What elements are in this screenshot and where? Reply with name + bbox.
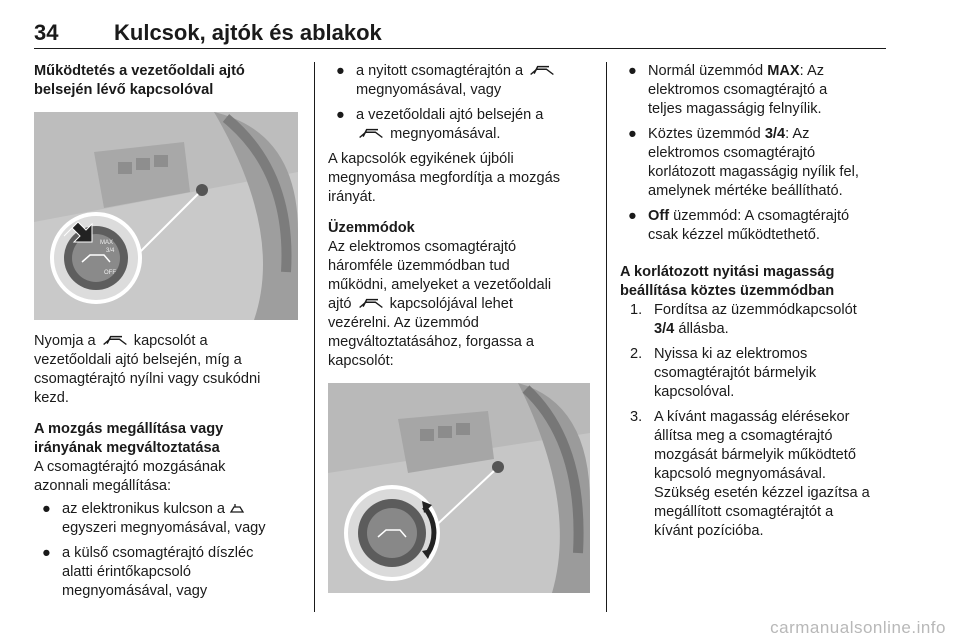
- switch-label-mid: 3/4: [106, 248, 115, 254]
- page-number: 34: [34, 20, 59, 45]
- switch-label-off: OFF: [104, 270, 116, 276]
- paragraph-operation: Nyomja a kapcsolót a vezetőoldali ajtó belsején, míg a csomagtérajtó nyílni vagy csukódni kezd.: [34, 333, 261, 406]
- list-item: ● Off üzemmód: A csomagtérajtó csak kézzel működtethető.: [628, 208, 850, 243]
- column-divider: [314, 62, 315, 612]
- section-heading: Üzemmódok: [328, 220, 415, 236]
- column-1: [34, 62, 304, 607]
- paragraph-reverse: A kapcsolók egyikének újbóli megnyomása megfordítja a mozgás irányát.: [328, 151, 560, 205]
- list-item: ● Normál üzemmód MAX: Az elektromos csomagtérajtó a teljes magasságig felnyílik.: [628, 63, 828, 117]
- list-item: 1. Fordítsa az üzemmódkapcsolót 3/4 állásba.: [630, 302, 857, 337]
- tailgate-icon: [356, 127, 386, 141]
- chapter-title: Kulcsok, ajtók és ablakok: [114, 20, 382, 45]
- list-item: ● a vezetőoldali ajtó belsején a megnyomásával.: [336, 107, 544, 142]
- tailgate-icon: [356, 297, 386, 311]
- tailgate-icon: [100, 334, 130, 348]
- column-2: [328, 62, 590, 593]
- watermark: carmanualsonline.info: [770, 618, 946, 637]
- paragraph-stop: A csomagtérajtó mozgásának azonnali megállítása:: [34, 459, 226, 494]
- column-3: [620, 62, 890, 547]
- section-heading: A mozgás megállítása vagy irányának megváltoztatása: [34, 421, 224, 456]
- page-header: [34, 20, 886, 46]
- header-divider: [34, 48, 886, 49]
- section-heading: Működtetés a vezetőoldali ajtó belsején lévő kapcsolóval: [34, 63, 245, 98]
- list-item: ● a nyitott csomagtérajtón a megnyomásával, vagy: [328, 62, 590, 100]
- list-item: ● Köztes üzemmód 3/4: Az elektromos csomagtérajtó korlátozott magasságig nyílik fel, amelynek mértéke beállítható.: [628, 126, 859, 199]
- switch-label-max: MAX: [100, 240, 114, 246]
- list-item: 2. Nyissa ki az elektromos csomagtérajtót bármelyik kapcsolóval.: [630, 346, 817, 400]
- car-key-icon: [229, 502, 245, 516]
- paragraph-modes: Az elektromos csomagtérajtó háromféle üzemmódban tud működni, amelyeket a vezetőoldali ajtó kapcsolójával lehet vezérelni. Az üzemmód megváltoztatásához, forgassa a kapcsolót:: [328, 239, 552, 369]
- list-item: 3. A kívánt magasság elérésekor állítsa meg a csomagtérajtó mozgását bármelyik működtető kapcsoló megnyomásával. Szükség esetén kézzel igazítsa a megállított csomagtérajtót a kívánt pozícióba.: [630, 409, 870, 539]
- mode-switch-illustration: [328, 383, 590, 593]
- list-item: ● az elektronikus kulcson a egyszeri megnyomásával, vagy: [42, 501, 266, 536]
- driver-door-switch-illustration: [34, 112, 298, 320]
- section-heading: A korlátozott nyitási magasság beállítása köztes üzemmódban: [620, 264, 835, 299]
- tailgate-icon: [527, 64, 557, 78]
- list-item: ● a külső csomagtérajtó díszléc alatti érintőkapcsoló megnyomásával, vagy: [42, 545, 254, 599]
- column-divider: [606, 62, 607, 612]
